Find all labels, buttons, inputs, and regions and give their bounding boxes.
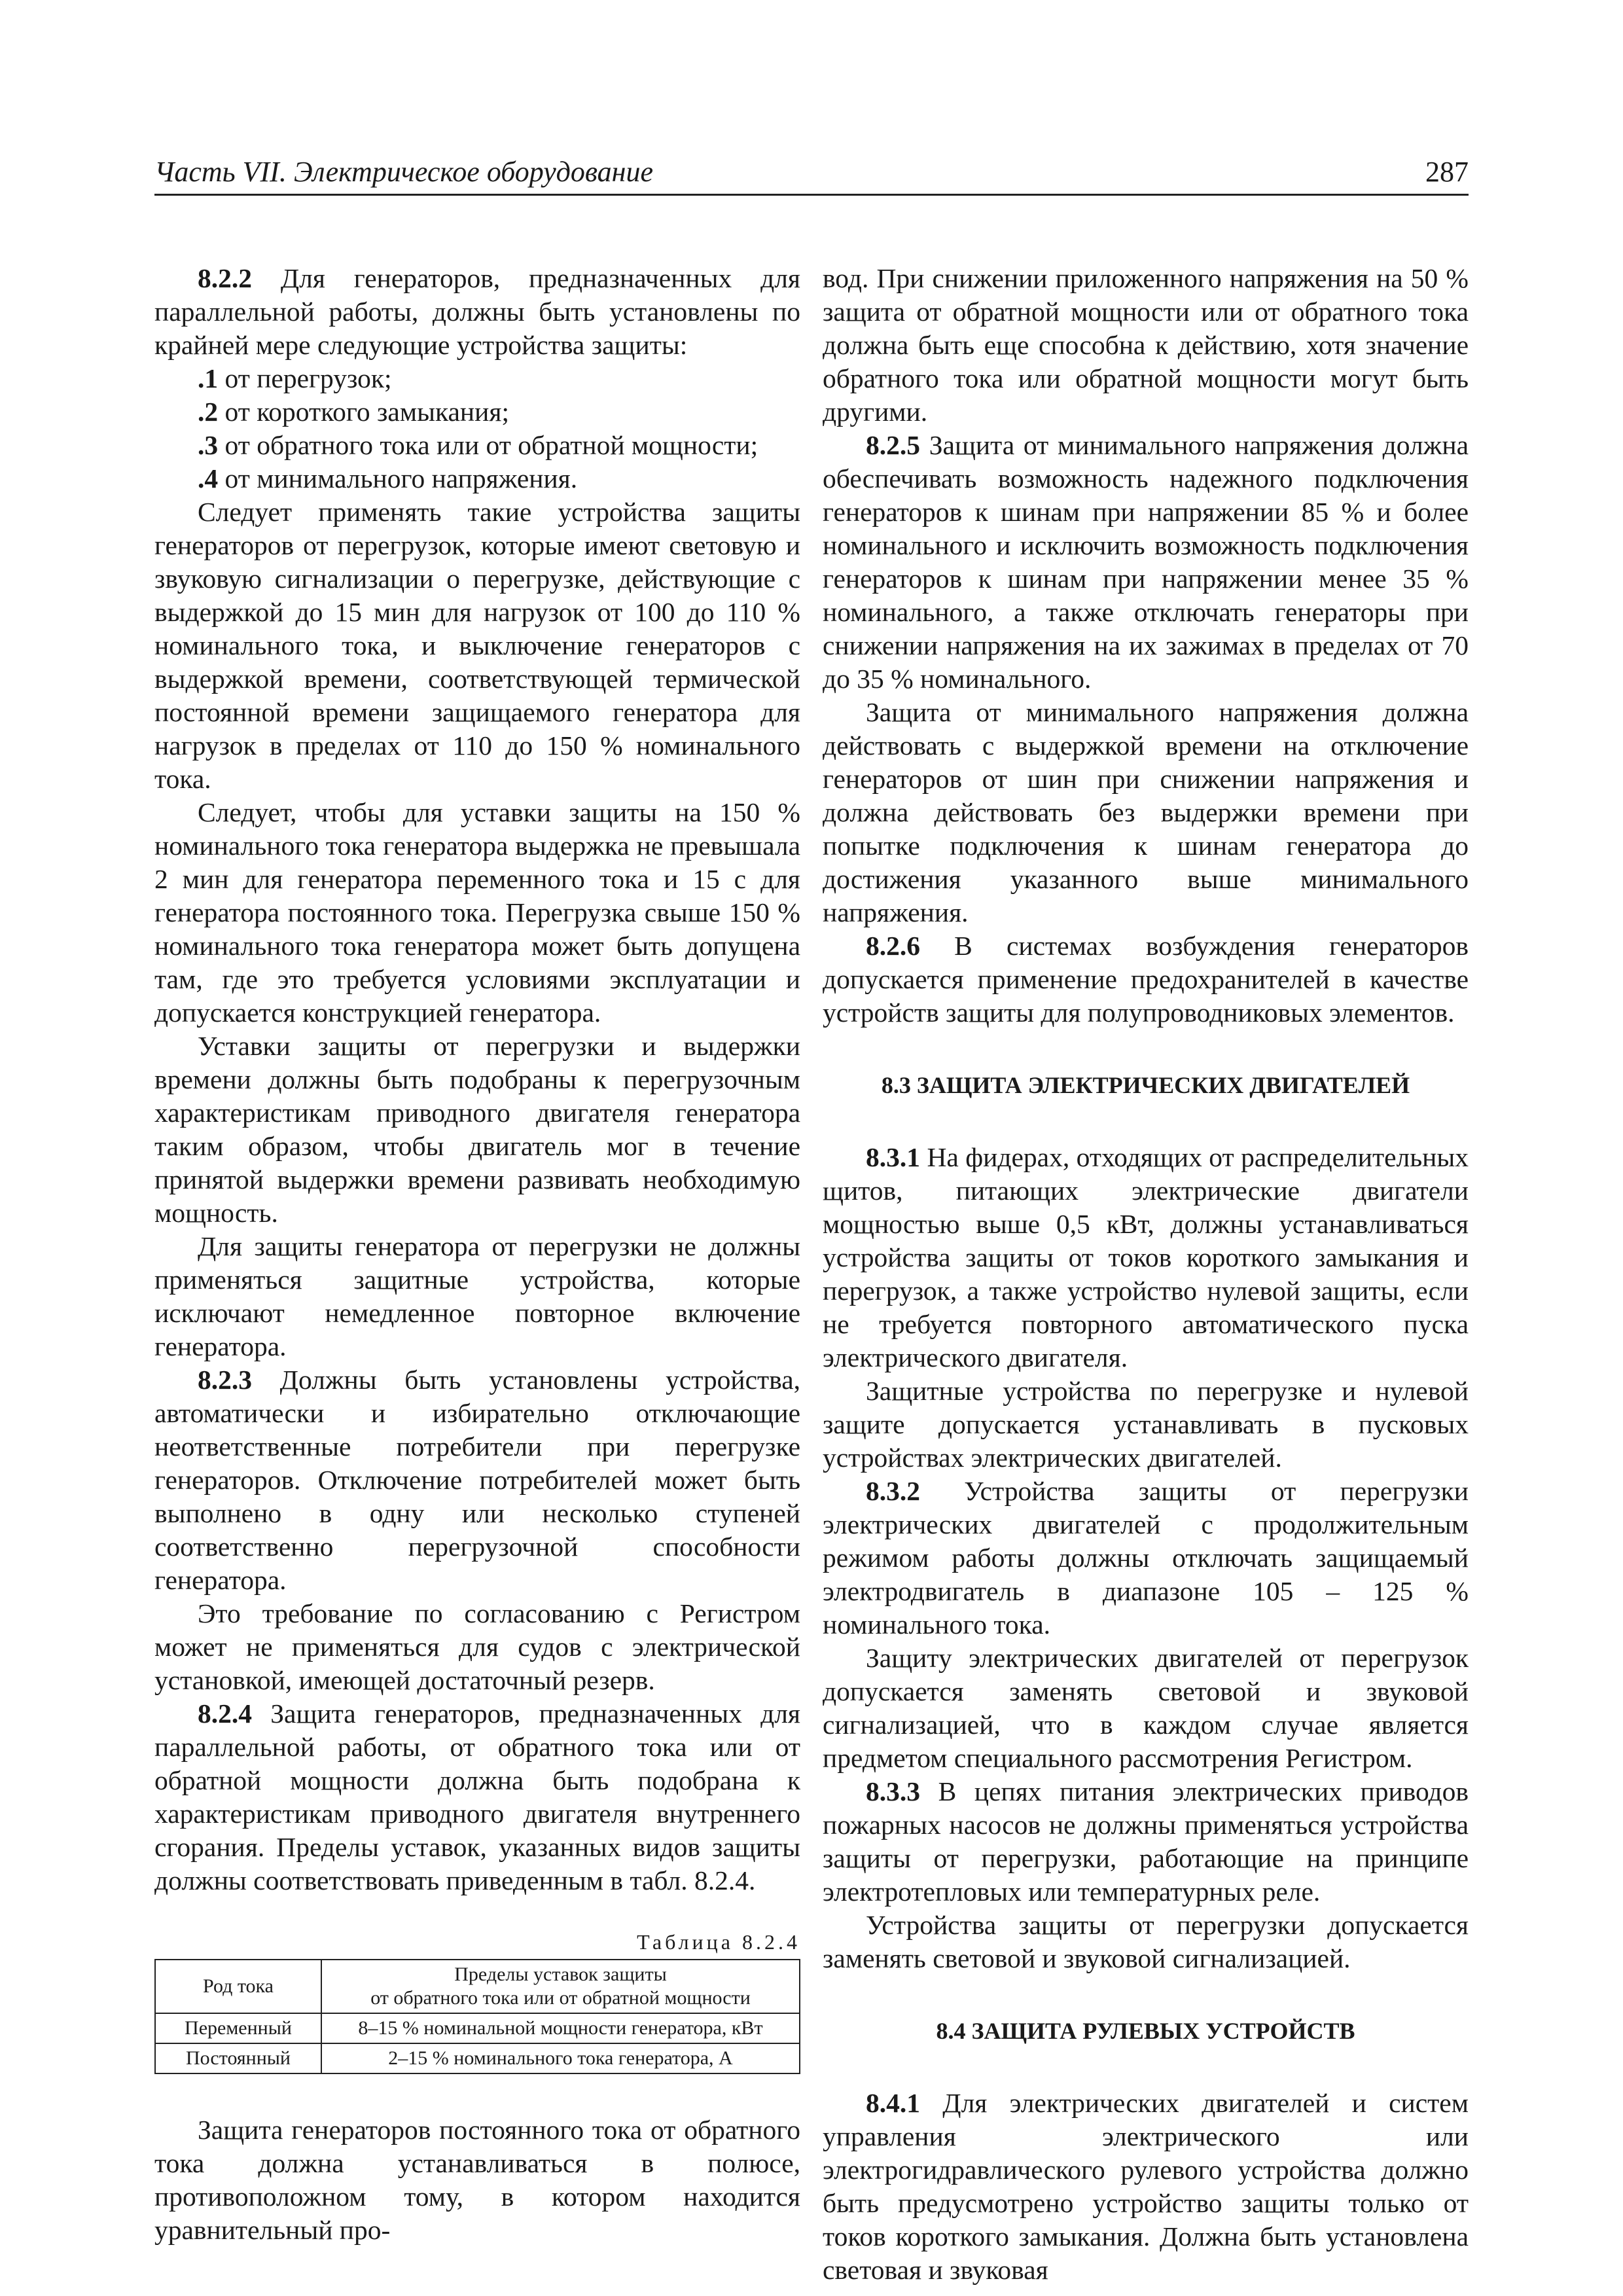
table-cell: 2–15 % номинального тока генератора, А bbox=[321, 2043, 800, 2073]
list-item: .1 от перегрузок; bbox=[198, 363, 392, 393]
paragraph: Защиту электрических двигателей от перегрузок допускается заменять световой и звуковой сигнализацией, что в каждом случае является предметом специального рассмотрения Регистром. bbox=[823, 1643, 1469, 1773]
paragraph-8-2-4: 8.2.4 Защита генераторов, предназначенных для параллельной работы, от обратного тока или от обратной мощности должна быть подобрана к характеристикам приводного двигателя внутреннего сгорания. Пределы уставок, указанных видов защиты должны соответствовать приведенным в табл. 8.2.4. bbox=[154, 1698, 800, 1895]
paragraph-8-2-5: 8.2.5 Защита от минимального напряжения должна обеспечивать возможность надежного подключения генераторов к шинам при напряжении 85 % и более номинального и исключить возможность подключения генераторов к шинам при напряжении менее 35 % номинального, а также отключать генераторы при снижении напряжения на их зажимах в пределах от 70 до 35 % номинального. bbox=[823, 430, 1469, 694]
running-title: Часть VII. Электрическое оборудование bbox=[154, 156, 654, 188]
paragraph: Уставки защиты от перегрузки и выдержки времени должны быть подобраны к перегрузочным характеристикам приводного двигателя генератора таким образом, чтобы двигатель мог в течение принятой выдержки времени развивать необходимую мощность. bbox=[154, 1031, 800, 1228]
table-row bbox=[155, 2043, 800, 2073]
table-row bbox=[155, 2013, 800, 2043]
paragraph: Следует, чтобы для уставки защиты на 150 % номинального тока генератора выдержка не превышала 2 мин для генератора переменного тока и 15 с для генератора постоянного тока. Перегрузка свыше 150 % номинального тока генератора может быть допущена там, где это требуется условиями эксплуатации и допускается конструкцией генератора. bbox=[154, 797, 800, 1028]
paragraph: Следует применять такие устройства защиты генераторов от перегрузок, которые имеют световую и звуковую сигнализации о перегрузке, действующие с выдержкой до 15 мин для нагрузок от 100 до 110 % номинального тока, и выключение генераторов с выдержкой времени, соответствующей термической постоянной времени защищаемого генератора для нагрузок в пределах от 110 до 150 % номинального тока. bbox=[154, 497, 800, 794]
page-header bbox=[154, 156, 1469, 196]
paragraph-8-3-2: 8.3.2 Устройства защиты от перегрузки электрических двигателей с продолжительным режимом работы должны отключать защищаемый электродвигатель в диапазоне 105 – 125 % номинального тока. bbox=[823, 1476, 1469, 1640]
table-cell: 8–15 % номинальной мощности генератора, кВт bbox=[321, 2013, 800, 2043]
list-item: .4 от минимального напряжения. bbox=[198, 463, 578, 493]
section-number: 8.2.5 bbox=[866, 430, 920, 460]
paragraph: Для защиты генератора от перегрузки не должны применяться защитные устройства, которые исключают немедленное повторное включение генератора. bbox=[154, 1231, 800, 1361]
list-item: .3 от обратного тока или от обратной мощности; bbox=[198, 430, 758, 460]
paragraph-8-3-3: 8.3.3 В цепях питания электрических приводов пожарных насосов не должны применяться устройства защиты от перегрузки, работающие на принципе электротепловых или температурных реле. bbox=[823, 1776, 1469, 1907]
paragraph-8-2-2: 8.2.2 Для генераторов, предназначенных для параллельной работы, должны быть установлены по крайней мере следующие устройства защиты: bbox=[154, 263, 800, 360]
paragraph: Защита от минимального напряжения должна действовать с выдержкой времени на отключение генераторов от шин при снижении напряжения и должна действовать без выдержки времени при попытке подключения к шинам генератора до достижения указанного выше минимального напряжения. bbox=[823, 697, 1469, 927]
paragraph-8-2-3: 8.2.3 Должны быть установлены устройства, автоматически и избирательно отключающие неответственные потребители при перегрузке генераторов. Отключение потребителей может быть выполнено в одну или несколько ступеней соответственно перегрузочной способности генератора. bbox=[154, 1365, 800, 1595]
left-column bbox=[154, 262, 800, 2247]
table-header-cell: Пределы уставок защиты от обратного тока или от обратной мощности bbox=[321, 1960, 800, 2013]
paragraph-8-2-6: 8.2.6 В системах возбуждения генераторов допускается применение предохранителей в качестве устройств защиты для полупроводниковых элементов. bbox=[823, 931, 1469, 1028]
section-number: 8.2.6 bbox=[866, 931, 920, 961]
paragraph-8-3-1: 8.3.1 На фидерах, отходящих от распределительных щитов, питающих электрические двигатели мощностью выше 0,5 кВт, должны устанавливаться устройства защиты от токов короткого замыкания и перегрузок, а также устройство нулевой защиты, если не требуется повторного автоматического пуска электрического двигателя. bbox=[823, 1142, 1469, 1372]
right-column bbox=[823, 262, 1469, 2287]
section-number: 8.2.2 bbox=[198, 263, 252, 293]
paragraph-8-4-1: 8.4.1 Для электрических двигателей и систем управления электрического или электрогидравлического рулевого устройства должно быть предусмотрено устройство защиты только от токов короткого замыкания. Должна быть установлена световая и звуковая bbox=[823, 2088, 1469, 2285]
section-number: 8.2.3 bbox=[198, 1365, 252, 1395]
section-number: 8.3.3 bbox=[866, 1776, 920, 1806]
section-number: 8.4.1 bbox=[866, 2088, 920, 2118]
paragraph: Это требование по согласованию с Регистром может не применяться для судов с электрической установкой, имеющей достаточный резерв. bbox=[154, 1598, 800, 1695]
paragraph: Защитные устройства по перегрузке и нулевой защите допускается устанавливать в пусковых устройствах электрических двигателей. bbox=[823, 1376, 1469, 1473]
page-number: 287 bbox=[1425, 156, 1469, 188]
table-header-row bbox=[155, 1960, 800, 2013]
section-number: 8.3.1 bbox=[866, 1142, 920, 1172]
section-heading-8-3: 8.3 ЗАЩИТА ЭЛЕКТРИЧЕСКИХ ДВИГАТЕЛЕЙ bbox=[881, 1072, 1410, 1098]
paragraph: вод. При снижении приложенного напряжения на 50 % защита от обратной мощности или от обратного тока должна быть еще способна к действию, хотя значение обратного тока или обратной мощности могут быть другими. bbox=[823, 263, 1469, 427]
table-cell: Постоянный bbox=[155, 2043, 321, 2073]
table-caption: Таблица 8.2.4 bbox=[637, 1930, 800, 1954]
table-cell: Переменный bbox=[155, 2013, 321, 2043]
paragraph: Защита генераторов постоянного тока от обратного тока должна устанавливаться в полюсе, противоположном тому, в котором находится уравнительный про- bbox=[154, 2115, 800, 2245]
section-number: 8.3.2 bbox=[866, 1476, 920, 1506]
list-item: .2 от короткого замыкания; bbox=[198, 397, 509, 427]
table-8-2-4 bbox=[154, 1959, 800, 2074]
section-number: 8.2.4 bbox=[198, 1698, 252, 1729]
table-header-cell: Род тока bbox=[155, 1960, 321, 2013]
section-heading-8-4: 8.4 ЗАЩИТА РУЛЕВЫХ УСТРОЙСТВ bbox=[936, 2018, 1355, 2044]
paragraph: Устройства защиты от перегрузки допускается заменять световой и звуковой сигнализацией. bbox=[823, 1910, 1469, 1973]
